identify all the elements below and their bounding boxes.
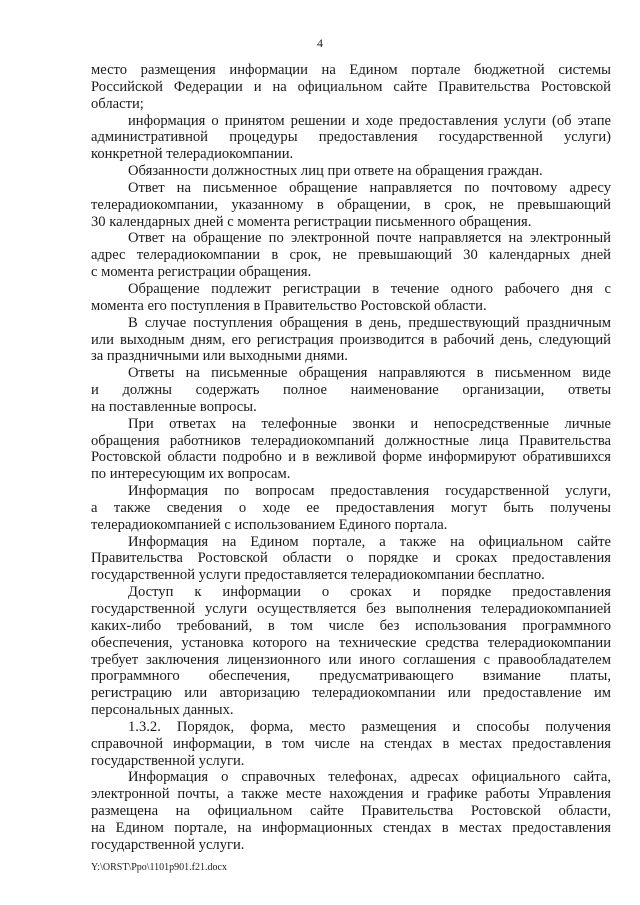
paragraph xyxy=(91,534,611,585)
paragraph xyxy=(91,315,611,366)
paragraph xyxy=(91,769,611,853)
paragraph xyxy=(91,719,611,770)
paragraph-line: обеспечения, установка которого на технические средства телерадиокомпании xyxy=(91,634,611,651)
paragraph-line: на поставленные вопросы. xyxy=(91,398,257,415)
paragraph xyxy=(91,281,611,315)
paragraph-line: Обращение подлежит регистрации в течение одного рабочего дня с xyxy=(128,280,611,297)
paragraph-line: Ответ на письменное обращение направляется по почтовому адресу xyxy=(128,179,611,196)
paragraph-line: электронной почты, а также месте нахождения и графике работы Управления xyxy=(91,786,611,803)
paragraph-line: конкретной телерадиокомпании. xyxy=(91,146,294,163)
paragraph-line: При ответах на телефонные звонки и непосредственные личные xyxy=(128,415,611,432)
paragraph-line: Российской Федерации и на официальном сайте Правительства Ростовской xyxy=(91,78,611,95)
paragraph-line: за праздничными или выходными днями. xyxy=(91,348,348,365)
paragraph-line: Информация о справочных телефонах, адресах официального сайта, xyxy=(128,769,611,786)
paragraph-line: каких-либо требований, в том числе без использования программного xyxy=(91,617,611,634)
paragraph-line: 30 календарных дней с момента регистрации письменного обращения. xyxy=(91,213,532,230)
paragraph-line: требует заключения лицензионного или иного соглашения с правообладателем xyxy=(91,651,611,668)
paragraph-line: Доступ к информации о сроках и порядке предоставления xyxy=(128,584,611,601)
paragraph-line: области; xyxy=(91,95,144,112)
paragraph-line: момента его поступления в Правительство Ростовской области. xyxy=(91,297,487,314)
paragraph-line: а также сведения о ходе ее предоставления могут быть получены xyxy=(91,499,611,516)
paragraph-line: адрес телерадиокомпании в срок, не превышающий 30 календарных дней xyxy=(91,247,611,264)
paragraph-line: размещена на официальном сайте Правительства Ростовской области, xyxy=(91,803,611,820)
page-number: 4 xyxy=(317,36,323,50)
paragraph-line: Ответ на обращение по электронной почте направляется на электронный xyxy=(128,230,611,247)
paragraph xyxy=(91,416,611,483)
paragraph xyxy=(91,62,611,113)
paragraph xyxy=(91,163,611,180)
paragraph-line: персональных данных. xyxy=(91,702,234,719)
paragraph xyxy=(91,584,611,719)
paragraph-line: государственной услуги. xyxy=(91,836,245,853)
paragraph-line: Ростовской области подробно и в вежливой форме информируют обратившихся xyxy=(91,449,611,466)
footer-file-path: Y:\ORST\Ppo\1101p901.f21.docx xyxy=(91,862,227,873)
paragraph-line: государственной услуги. xyxy=(91,752,245,769)
paragraph-line: В случае поступления обращения в день, предшествующий праздничным xyxy=(128,314,611,331)
paragraph xyxy=(91,180,611,231)
paragraph xyxy=(91,230,611,281)
paragraph-line: телерадиокомпании, указанному в обращении, в срок, не превышающий xyxy=(91,196,611,213)
paragraph-line: государственной услуги осуществляется без выполнения телерадиокомпанией xyxy=(91,601,611,617)
paragraph-line: Правительства Ростовской области о порядке и сроках предоставления xyxy=(91,550,611,567)
paragraph-line: справочной информации, в том числе на стендах в местах предоставления xyxy=(91,735,611,752)
paragraph-line: государственной услуги предоставляется телерадиокомпании бесплатно. xyxy=(91,567,545,584)
document-body xyxy=(91,62,611,854)
paragraph-line: Информация по вопросам предоставления государственной услуги, xyxy=(128,483,611,500)
paragraph-line: телерадиокомпанией с использованием Единого портала. xyxy=(91,516,448,533)
paragraph-line: регистрацию или авторизацию телерадиокомпании или предоставление им xyxy=(91,685,611,702)
paragraph-line: с момента регистрации обращения. xyxy=(91,264,312,281)
paragraph-line: административной процедуры предоставления государственной услуги) xyxy=(91,129,611,146)
paragraph-line: обращения работников телерадиокомпаний должностные лица Правительства xyxy=(91,432,611,449)
paragraph-line: и должны содержать полное наименование организации, ответы xyxy=(91,382,611,399)
paragraph-line: программного обеспечения, предусматривающего взимание платы, xyxy=(91,668,611,685)
paragraph-line: информация о принятом решении и ходе предоставления услуги (об этапе xyxy=(128,112,611,129)
paragraph-line: место размещения информации на Едином портале бюджетной системы xyxy=(91,62,611,78)
paragraph xyxy=(91,483,611,534)
paragraph-line: Информация на Едином портале, а также на официальном сайте xyxy=(128,533,611,550)
paragraph-line: на Едином портале, на информационных стендах в местах предоставления xyxy=(91,819,611,836)
paragraph-line: по интересующим их вопросам. xyxy=(91,466,291,483)
paragraph-line: Ответы на письменные обращения направляются в письменном виде xyxy=(128,365,611,382)
paragraph-line: или выходным дням, его регистрация производится в рабочий день, следующий xyxy=(91,331,611,348)
paragraph-line: 1.3.2. Порядок, форма, место размещения и способы получения xyxy=(128,718,611,735)
paragraph xyxy=(91,365,611,416)
paragraph xyxy=(91,113,611,164)
paragraph-line: Обязанности должностных лиц при ответе на обращения граждан. xyxy=(128,163,543,180)
